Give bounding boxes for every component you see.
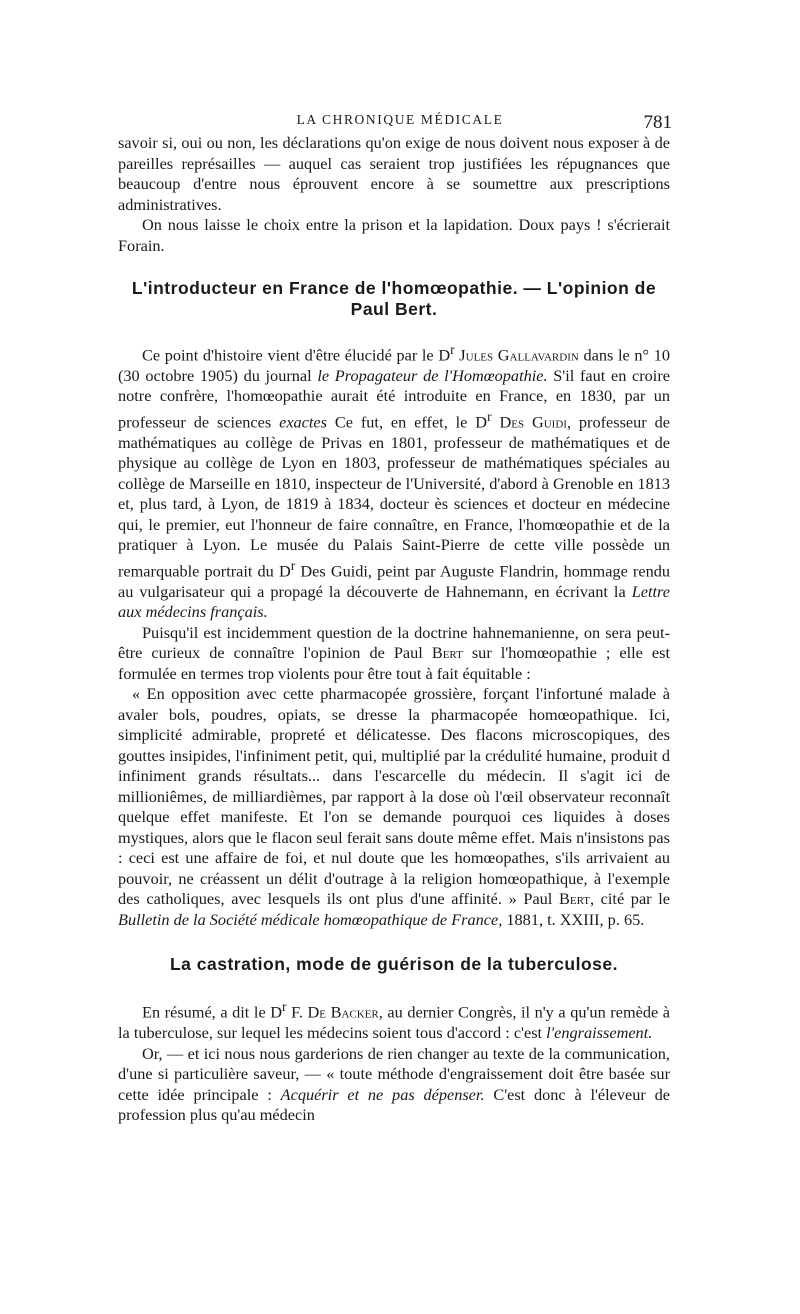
page-body <box>118 133 670 1126</box>
paul-bert-quotation: « En opposition avec cette pharmacopée grossière, forçant l'infortuné malade à avaler bols, poudres, opiats, se dresse la pharmacopée homœopathique. Ici, simplicité admirable, propreté et délicatesse. Des flacons microscopiques, des gouttes insipides, l'infiniment petit, qui, multiplié par la crédulité humaine, produit d infiniment grands résultats... dans l'escarcelle du médecin. Il s'agit ici de millioniêmes, de milliardièmes, par rapport à la dose où l'œil observateur reconnaît quelque effet manifeste. Et l'on se demande pourquoi ces liquides à doses mystiques, alors que le flacon seul ferait sans doute même effet. Mais n'insistons pas : ceci est une affaire de foi, et nul doute que les homœopathes, s'ils arrivaient au pouvoir, ne créassent un délit d'outrage à la religion homœopathique, à l'exemple des catholiques, avec lesquels ils ont plus d'une affinité. » Paul Bert, cité par le Bulletin de la Société médicale homœopathique de France, 1881, t. XXIII, p. 65. <box>118 684 670 929</box>
journal-title: le Propagateur de l'Homœopathie. <box>317 365 548 385</box>
section-1-paragraph-2: Puisqu'il est incidemment question de la doctrine hahnemanienne, on sera peut-être curieux de connaître l'opinion de Paul Bert sur l'homœopathie ; elle est formulée en termes trop violents pour être tout à fait équitable : <box>118 622 671 683</box>
bulletin-title: Bulletin de la Société médicale homœopathique de France, <box>118 909 503 929</box>
section-2-paragraph-1: En résumé, a dit le $D^r$ F. De Backer, au dernier Congrès, il n'y a qu'un remède à la tuberculose, sur lequel les médecins soient tous d'accord : c'est l'engraissement. <box>118 999 671 1043</box>
section-1-heading: L'introducteur en France de l'homœopathie. — L'opinion de Paul Bert. <box>131 278 657 319</box>
section-2-heading: La castration, mode de guérison de la tuberculose. <box>169 954 619 975</box>
intro-paragraph-2: On nous laisse le choix entre la prison et la lapidation. Doux pays ! s'écrierait Forain. <box>118 215 670 255</box>
page-header <box>128 112 672 134</box>
work-title: Lettre aux médecins français. <box>118 581 670 622</box>
running-title: LA CHRONIQUE MÉDICALE <box>296 112 504 127</box>
section-2-paragraph-2: Or, — et ici nous nous garderions de rien changer au texte de la communication, d'une si particulière saveur, — « toute méthode d'engraissement doit être basée sur cette idée principale : Acquérir et ne pas dépenser. C'est donc à l'éleveur de profession plus qu'au médecin <box>118 1043 671 1125</box>
intro-paragraph-1: savoir si, oui ou non, les déclarations qu'on exige de nous doivent nous exposer à de pareilles représailles — auquel cas seraient trop justifiées les répugnances que beaucoup d'entre nous éprouvent encore à se soumettre aux prescriptions administratives. <box>118 133 670 214</box>
page-number: 781 <box>643 112 672 133</box>
author-name: Jules Gallavardin <box>459 345 579 365</box>
section-1-paragraph-1: Ce point d'histoire vient d'être élucidé par le $D^r$ Jules Gallavardin dans le n° 10 (30 octobre 1905) du journal le Propagateur de l'Homœopathie. S'il faut en croire notre confrère, l'homœopathie aurait été introduite en France, en 1830, par un professeur de sciences exactes Ce fut, en effet, le $D^r$ Des Guidi, professeur de mathématiques au collège de Privas en 1801, professeur de mathématiques et de physique au collège de Lyon en 1803, professeur de mathématiques spéciales au collège de Marseille en 1810, inspecteur de l'Université, d'abord à Grenoble en 1813 et, plus tard, à Lyon, de 1819 à 1834, docteur ès sciences et docteur en médecine qui, le premier, eut l'honneur de faire connaître, en France, l'homœopathie et de la pratiquer à Lyon. Le musée du Palais Saint-Pierre de cette ville possède un remarquable portrait du $D^r$ Des Guidi, peint par Auguste Flandrin, hommage rendu au vulgarisateur qui a propagé la découverte de Hahnemann, en écrivant la Lettre aux médecins français. <box>118 342 671 622</box>
